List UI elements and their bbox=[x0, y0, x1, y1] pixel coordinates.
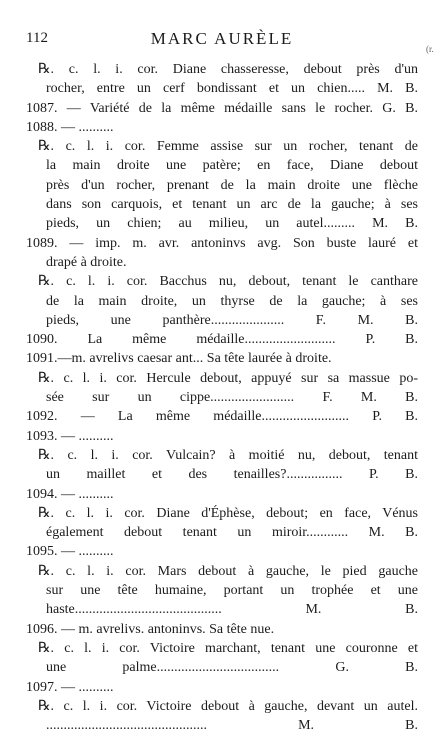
edge-mark: (r. bbox=[426, 44, 434, 54]
entry-line: 1097. — .......... bbox=[26, 679, 114, 695]
reverse-description-line: ℞. c. l. i. cor. Diane d'Éphèse, debout; en face, Vénus bbox=[38, 505, 418, 521]
entry-line: 1095. — .......... bbox=[26, 544, 114, 560]
entry-line: 1092. — La même médaille......................... P. B. bbox=[26, 409, 418, 425]
reverse-description-line: ℞. c. l. i. cor. Bacchus nu, debout, tenant le canthare bbox=[38, 274, 418, 290]
entry-line: 1094. — .......... bbox=[26, 486, 114, 502]
reverse-description-line: également debout tenant un miroir............ M. B. bbox=[46, 525, 418, 541]
entry-line: 1090. La même médaille.......................... P. B. bbox=[26, 332, 418, 348]
reverse-description-line: ℞. c. l. i. cor. Femme assise sur un rocher, tenant de bbox=[38, 139, 418, 155]
entry-line: 1087. — Variété de la même médaille sans le rocher. G. B. bbox=[26, 100, 418, 116]
reverse-description-line: sée sur un cippe........................ F. M. B. bbox=[46, 390, 418, 406]
page-title: MARC AURÈLE bbox=[150, 29, 294, 48]
catalogue-text bbox=[26, 60, 418, 735]
reverse-description-line: rocher, entre un cerf bondissant et un chien..... M. B. bbox=[46, 81, 418, 97]
reverse-description-line: ℞. c. l. i. cor. Victoire debout à gauche, devant un autel. bbox=[38, 698, 418, 714]
reverse-description-line: haste.......................................... M. B. bbox=[46, 602, 418, 618]
entry-line: 1096. — m. avrelivs. antoninvs. Sa tête nue. bbox=[26, 621, 275, 637]
reverse-description-line: pieds, une panthère..................... F. M. B. bbox=[46, 312, 418, 328]
running-header bbox=[26, 30, 418, 52]
reverse-description-line: une palme................................... G. B. bbox=[46, 660, 418, 676]
entry-line: 1088. — .......... bbox=[26, 119, 114, 135]
reverse-description-line: de la main droite, un thyrse de la gauche; à ses bbox=[46, 293, 418, 309]
reverse-description-line: la main droite une patère; en face, Diane debout bbox=[46, 158, 418, 174]
entry-line: drapé à droite. bbox=[46, 254, 127, 270]
entry-line: 1089. — imp. m. avr. antoninvs avg. Son buste lauré et bbox=[26, 235, 418, 251]
entry-line: 1091.—m. avrelivs caesar ant... Sa tête laurée à droite. bbox=[26, 351, 332, 367]
reverse-description-line: ℞. c. l. i. cor. Vulcain? à moitié nu, debout, tenant bbox=[38, 447, 418, 463]
reverse-description-line: un maillet et des tenailles?................ P. B. bbox=[46, 467, 418, 483]
reverse-description-line: dans son carquois, et tenant un arc de la gauche; à ses bbox=[46, 197, 418, 213]
page-number: 112 bbox=[26, 30, 48, 46]
reverse-description-line: pieds, un chien; au milieu, un autel......... M. B. bbox=[46, 216, 418, 232]
reverse-description-line: sur une tête humaine, portant un trophée et une bbox=[46, 583, 418, 599]
reverse-description-line: ℞. c. l. i. cor. Hercule debout, appuyé sur sa massue po- bbox=[38, 370, 418, 386]
reverse-description-line: ℞. c. l. i. cor. Diane chasseresse, debout près d'un bbox=[38, 62, 418, 77]
reverse-description-line: près d'un rocher, prenant de la main droite une flèche bbox=[46, 177, 418, 193]
reverse-description-line: ℞. c. l. i. cor. Mars debout à gauche, le pied gauche bbox=[38, 563, 418, 579]
entry-line: 1093. — .......... bbox=[26, 428, 114, 444]
reverse-description-line: ℞. c. l. i. cor. Victoire marchant, tenant une couronne et bbox=[38, 640, 418, 656]
reverse-description-line: .............................................. M. B. bbox=[46, 718, 418, 734]
